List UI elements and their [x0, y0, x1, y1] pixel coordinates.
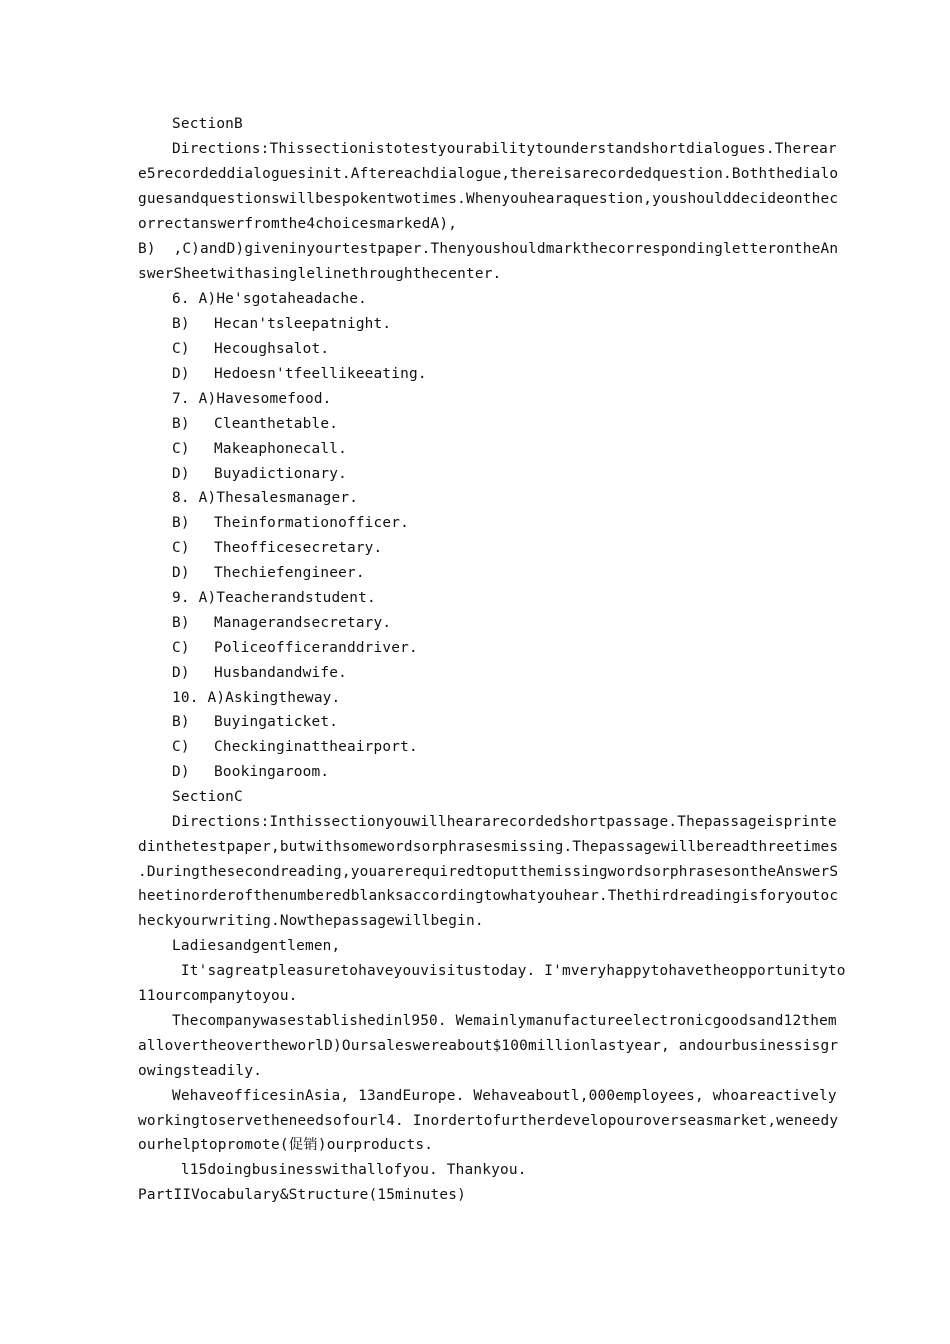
section-b-heading: SectionB	[172, 116, 243, 132]
option-letter: B)	[172, 416, 190, 432]
option-text: Policeofficeranddriver.	[214, 640, 418, 656]
question-9-option-c	[172, 638, 852, 658]
option-letter: C)	[172, 441, 190, 457]
option-letter: D)	[172, 466, 190, 482]
option-letter: B)	[172, 714, 190, 730]
option-letter: C)	[172, 341, 190, 357]
question-6: 6. A)He'sgotaheadache.	[172, 291, 368, 307]
option-text: Hecan'tsleepatnight.	[214, 316, 392, 332]
option-text: Buyadictionary.	[214, 466, 347, 482]
passage-paragraph-line: workingtoservetheneedsofourl4. Inordertofurtherdevelopouroverseasmarket,weneedy	[138, 1113, 839, 1129]
section-b-directions-line: Directions:Thissectionistotestyourabilitytounderstandshortdialogues.Therear	[172, 141, 837, 157]
salutation: Ladiesandgentlemen,	[172, 938, 341, 954]
option-text: Checkinginattheairport.	[214, 739, 418, 755]
part-heading: PartIIVocabulary&Structure(15minutes)	[138, 1187, 466, 1203]
option-text: Hecoughsalot.	[214, 341, 330, 357]
option-text: Thechiefengineer.	[214, 565, 365, 581]
question-8: 8. A)Thesalesmanager.	[172, 490, 359, 506]
passage-paragraph-line: owingsteadily.	[138, 1063, 263, 1079]
option-letter: D)	[172, 565, 190, 581]
question-7-option-d	[172, 464, 852, 484]
option-text: Theofficesecretary.	[214, 540, 383, 556]
question-8-option-b	[172, 513, 852, 533]
option-letter: B)	[172, 515, 190, 531]
option-letter: B)	[172, 316, 190, 332]
option-text: Bookingaroom.	[214, 764, 330, 780]
section-b-directions-line: guesandquestionswillbespokentwotimes.Whenyouhearaquestion,youshoulddecideonthec	[138, 191, 839, 207]
section-c-heading: SectionC	[172, 789, 243, 805]
section-c-directions-line: dinthetestpaper,butwithsomewordsorphrasesmissing.Thepassagewillbereadthreetimes	[138, 839, 839, 855]
question-9: 9. A)Teacherandstudent.	[172, 590, 376, 606]
section-c-directions-line: .Duringthesecondreading,youarerequiredtoputthemissingwordsorphrasesontheAnswerS	[138, 864, 839, 880]
option-letter: C)	[172, 739, 190, 755]
section-c-directions-line: heetinorderofthenumberedblanksaccordingtowhatyouhear.Thethirdreadingisforyoutoc	[138, 888, 839, 904]
option-text: Managerandsecretary.	[214, 615, 392, 631]
option-letter: C)	[172, 540, 190, 556]
option-text: Hedoesn'tfeellikeeating.	[214, 366, 427, 382]
section-b-directions-line: e5recordeddialoguesinit.Aftereachdialogue,thereisarecordedquestion.Boththedialo	[138, 166, 839, 182]
section-b-directions-line: swerSheetwithasinglelinethroughthecenter.	[138, 266, 502, 282]
question-6-option-b	[172, 314, 852, 334]
passage-paragraph-line: allovertheovertheworlD)Oursaleswereabout$100millionlastyear, andourbusinessisgr	[138, 1038, 839, 1054]
option-text: Buyingaticket.	[214, 714, 339, 730]
section-c-directions-line: heckyourwriting.Nowthepassagewillbegin.	[138, 913, 484, 929]
passage-paragraph-line: WehaveofficesinAsia, 13andEurope. Wehaveaboutl,000employees, whoareactively	[172, 1088, 837, 1104]
option-letter: D)	[172, 764, 190, 780]
question-10-option-d	[172, 762, 852, 782]
option-text: Makeaphonecall.	[214, 441, 347, 457]
section-b-directions-line: orrectanswerfromthe4choicesmarkedA),	[138, 216, 458, 232]
option-text: Cleanthetable.	[214, 416, 339, 432]
passage-paragraph-line: 11ourcompanytoyou.	[138, 988, 298, 1004]
passage-paragraph-line: Thecompanywasestablishedinl950. Wemainlymanufactureelectronicgoodsand12them	[172, 1013, 837, 1029]
option-letter: C)	[172, 640, 190, 656]
option-text: Theinformationofficer.	[214, 515, 410, 531]
question-8-option-d	[172, 563, 852, 583]
closing-line: l15doingbusinesswithallofyou. Thankyou.	[172, 1162, 527, 1178]
option-letter: D)	[172, 665, 190, 681]
question-10-option-c	[172, 737, 852, 757]
question-7-option-b	[172, 414, 852, 434]
question-10: 10. A)Askingtheway.	[172, 690, 341, 706]
question-8-option-c	[172, 538, 852, 558]
question-6-option-d	[172, 364, 852, 384]
passage-paragraph-line: It'sagreatpleasuretohaveyouvisitustoday. I'mveryhappytohavetheopportunityto	[172, 963, 846, 979]
question-6-option-c	[172, 339, 852, 359]
question-7-option-c	[172, 439, 852, 459]
question-7: 7. A)Havesomefood.	[172, 391, 332, 407]
question-9-option-d	[172, 663, 852, 683]
option-text: Husbandandwife.	[214, 665, 347, 681]
question-10-option-b	[172, 712, 852, 732]
option-letter: D)	[172, 366, 190, 382]
option-letter: B)	[172, 615, 190, 631]
passage-paragraph-line: ourhelptopromote(促销)ourproducts.	[138, 1137, 434, 1153]
section-c-directions-line: Directions:Inthissectionyouwillheararecordedshortpassage.Thepassageisprinte	[172, 814, 837, 830]
section-b-directions-line: B) ,C)andD)giveninyourtestpaper.ThenyoushouldmarkthecorrespondingletterontheAn	[138, 241, 839, 257]
question-9-option-b	[172, 613, 852, 633]
